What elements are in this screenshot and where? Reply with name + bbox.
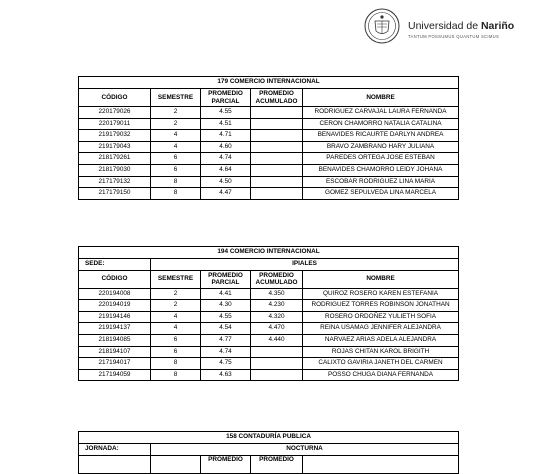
table-row bbox=[79, 188, 459, 200]
cumulative-average-cell bbox=[251, 141, 303, 153]
partial-average-cell: 4.63 bbox=[201, 369, 251, 381]
cumulative-average-cell: 4.350 bbox=[251, 288, 303, 300]
column-header-codigo: CÓDIGO bbox=[79, 270, 151, 288]
partial-average-cell: 4.74 bbox=[201, 153, 251, 165]
student-name-cell: ROJAS CHITAN KAROL BRIGITH bbox=[303, 346, 459, 358]
student-code-cell: 220194019 bbox=[79, 300, 151, 312]
cumulative-average-cell bbox=[251, 107, 303, 119]
cumulative-average-cell bbox=[251, 118, 303, 130]
table-row bbox=[79, 130, 459, 142]
student-name-cell: PAREDES ORTEGA JOSE ESTEBAN bbox=[303, 153, 459, 165]
student-code-cell: 220179011 bbox=[79, 118, 151, 130]
partial-average-cell: 4.50 bbox=[201, 176, 251, 188]
university-header bbox=[360, 8, 530, 48]
student-code-cell: 217194017 bbox=[79, 358, 151, 370]
partial-average-cell: 4.47 bbox=[201, 188, 251, 200]
partial-average-cell: 4.74 bbox=[201, 346, 251, 358]
cumulative-average-cell bbox=[251, 153, 303, 165]
partial-average-cell: 4.64 bbox=[201, 164, 251, 176]
partial-average-cell: 4.55 bbox=[201, 311, 251, 323]
university-name: Universidad de Nariño bbox=[408, 20, 515, 32]
student-name-cell: ESCOBAR RODRIGUEZ LINA MARIA bbox=[303, 176, 459, 188]
student-name-cell: QUIROZ ROSERO KAREN ESTEFANIA bbox=[303, 288, 459, 300]
column-header-promedio-acumulado: PROMEDIO ACUMULADO bbox=[251, 89, 303, 107]
student-code-cell: 220179026 bbox=[79, 107, 151, 119]
student-code-cell: 219194146 bbox=[79, 311, 151, 323]
table-row bbox=[79, 288, 459, 300]
cumulative-average-cell bbox=[251, 164, 303, 176]
honors-table-158 bbox=[78, 431, 459, 474]
semester-cell: 6 bbox=[151, 153, 201, 165]
cumulative-average-cell bbox=[251, 176, 303, 188]
column-header-nombre: NOMBRE bbox=[303, 270, 459, 288]
semester-cell: 8 bbox=[151, 369, 201, 381]
student-name-cell: RODRIGUEZ CARVAJAL LAURA FERNANDA bbox=[303, 107, 459, 119]
university-motto: TANTUM POSSUMUS QUANTUM SCIMUS bbox=[408, 34, 500, 39]
table-body bbox=[79, 107, 459, 200]
jornada-value: NOCTURNA bbox=[151, 444, 459, 456]
table-row bbox=[79, 300, 459, 312]
semester-cell: 4 bbox=[151, 141, 201, 153]
table-row bbox=[79, 164, 459, 176]
student-code-cell: 217179132 bbox=[79, 176, 151, 188]
semester-cell: 2 bbox=[151, 107, 201, 119]
table-row bbox=[79, 311, 459, 323]
student-code-cell: 219194137 bbox=[79, 323, 151, 335]
semester-cell: 6 bbox=[151, 164, 201, 176]
honors-table-179 bbox=[78, 76, 459, 200]
cumulative-average-cell: 4.470 bbox=[251, 323, 303, 335]
partial-average-cell: 4.55 bbox=[201, 107, 251, 119]
student-name-cell: CERON CHAMORRO NATALIA CATALINA bbox=[303, 118, 459, 130]
partial-average-cell: 4.30 bbox=[201, 300, 251, 312]
student-name-cell: NARVAEZ ARIAS ADELA ALEJANDRA bbox=[303, 334, 459, 346]
student-name-cell: BENAVIDES CHAMORRO LEIDY JOHANA bbox=[303, 164, 459, 176]
cumulative-average-cell: 4.440 bbox=[251, 334, 303, 346]
table-body bbox=[79, 288, 459, 381]
column-header-nombre-blank bbox=[303, 455, 459, 473]
partial-average-cell: 4.77 bbox=[201, 334, 251, 346]
table-row bbox=[79, 118, 459, 130]
table-title: 179 COMERCIO INTERNACIONAL bbox=[79, 77, 459, 89]
cumulative-average-cell bbox=[251, 188, 303, 200]
semester-cell: 8 bbox=[151, 176, 201, 188]
partial-average-cell: 4.54 bbox=[201, 323, 251, 335]
table-row bbox=[79, 323, 459, 335]
student-code-cell: 218194085 bbox=[79, 334, 151, 346]
honors-table-194 bbox=[78, 246, 459, 381]
student-name-cell: GOMEZ SEPULVEDA LINA MARCELA bbox=[303, 188, 459, 200]
semester-cell: 4 bbox=[151, 130, 201, 142]
cumulative-average-cell bbox=[251, 346, 303, 358]
partial-average-cell: 4.41 bbox=[201, 288, 251, 300]
cumulative-average-cell bbox=[251, 130, 303, 142]
semester-cell: 4 bbox=[151, 323, 201, 335]
cumulative-average-cell bbox=[251, 358, 303, 370]
cumulative-average-cell: 4.320 bbox=[251, 311, 303, 323]
student-name-cell: CALIXTO GAVIRIA JANETH DEL CARMEN bbox=[303, 358, 459, 370]
column-header-semestre: SEMESTRE bbox=[151, 270, 201, 288]
semester-cell: 2 bbox=[151, 300, 201, 312]
student-code-cell: 218179261 bbox=[79, 153, 151, 165]
cumulative-average-cell: 4.230 bbox=[251, 300, 303, 312]
column-header-promedio-parcial: PROMEDIO PARCIAL bbox=[201, 89, 251, 107]
partial-average-cell: 4.75 bbox=[201, 358, 251, 370]
table-row bbox=[79, 369, 459, 381]
student-name-cell: BENAVIDES RICAURTE DARLYN ANDREA bbox=[303, 130, 459, 142]
semester-cell: 6 bbox=[151, 334, 201, 346]
student-code-cell: 217179150 bbox=[79, 188, 151, 200]
student-name-cell: POSSO CHUGA DIANA FERNANDA bbox=[303, 369, 459, 381]
table-row bbox=[79, 334, 459, 346]
table-row bbox=[79, 346, 459, 358]
column-header-promedio-acumulado: PROMEDIO bbox=[251, 455, 303, 473]
column-header-semestre-blank bbox=[151, 455, 201, 473]
partial-average-cell: 4.60 bbox=[201, 141, 251, 153]
column-header-promedio-parcial: PROMEDIO bbox=[201, 455, 251, 473]
table-title: 194 COMERCIO INTERNACIONAL bbox=[79, 247, 459, 259]
column-header-promedio-acumulado: PROMEDIO ACUMULADO bbox=[251, 270, 303, 288]
student-name-cell: ROSERO ORDOÑEZ YULIETH SOFIA bbox=[303, 311, 459, 323]
university-seal-icon bbox=[364, 8, 400, 44]
partial-average-cell: 4.51 bbox=[201, 118, 251, 130]
partial-average-cell: 4.71 bbox=[201, 130, 251, 142]
cumulative-average-cell bbox=[251, 369, 303, 381]
semester-cell: 8 bbox=[151, 188, 201, 200]
column-header-nombre: NOMBRE bbox=[303, 89, 459, 107]
table-row bbox=[79, 107, 459, 119]
semester-cell: 4 bbox=[151, 311, 201, 323]
student-name-cell: RODRIGUEZ TORRES ROBINSON JONATHAN bbox=[303, 300, 459, 312]
table-title: 158 CONTADURÍA PUBLICA bbox=[79, 432, 459, 444]
table-row bbox=[79, 358, 459, 370]
semester-cell: 2 bbox=[151, 288, 201, 300]
student-code-cell: 218179030 bbox=[79, 164, 151, 176]
table-row bbox=[79, 141, 459, 153]
sede-value: IPIALES bbox=[151, 259, 459, 271]
student-code-cell: 217194059 bbox=[79, 369, 151, 381]
student-code-cell: 218194107 bbox=[79, 346, 151, 358]
student-code-cell: 220194008 bbox=[79, 288, 151, 300]
column-header-codigo-blank bbox=[79, 455, 151, 473]
table-row bbox=[79, 176, 459, 188]
semester-cell: 6 bbox=[151, 346, 201, 358]
semester-cell: 8 bbox=[151, 358, 201, 370]
table-row bbox=[79, 153, 459, 165]
student-code-cell: 219179043 bbox=[79, 141, 151, 153]
student-name-cell: BRAVO ZAMBRANO HARY JULIANA bbox=[303, 141, 459, 153]
semester-cell: 2 bbox=[151, 118, 201, 130]
column-header-codigo: CÓDIGO bbox=[79, 89, 151, 107]
student-name-cell: REINA USAMAG JENNIFER ALEJANDRA bbox=[303, 323, 459, 335]
sede-label: SEDE: bbox=[79, 259, 151, 271]
student-code-cell: 219179032 bbox=[79, 130, 151, 142]
jornada-label: JORNADA: bbox=[79, 444, 151, 456]
column-header-semestre: SEMESTRE bbox=[151, 89, 201, 107]
column-header-promedio-parcial: PROMEDIO PARCIAL bbox=[201, 270, 251, 288]
